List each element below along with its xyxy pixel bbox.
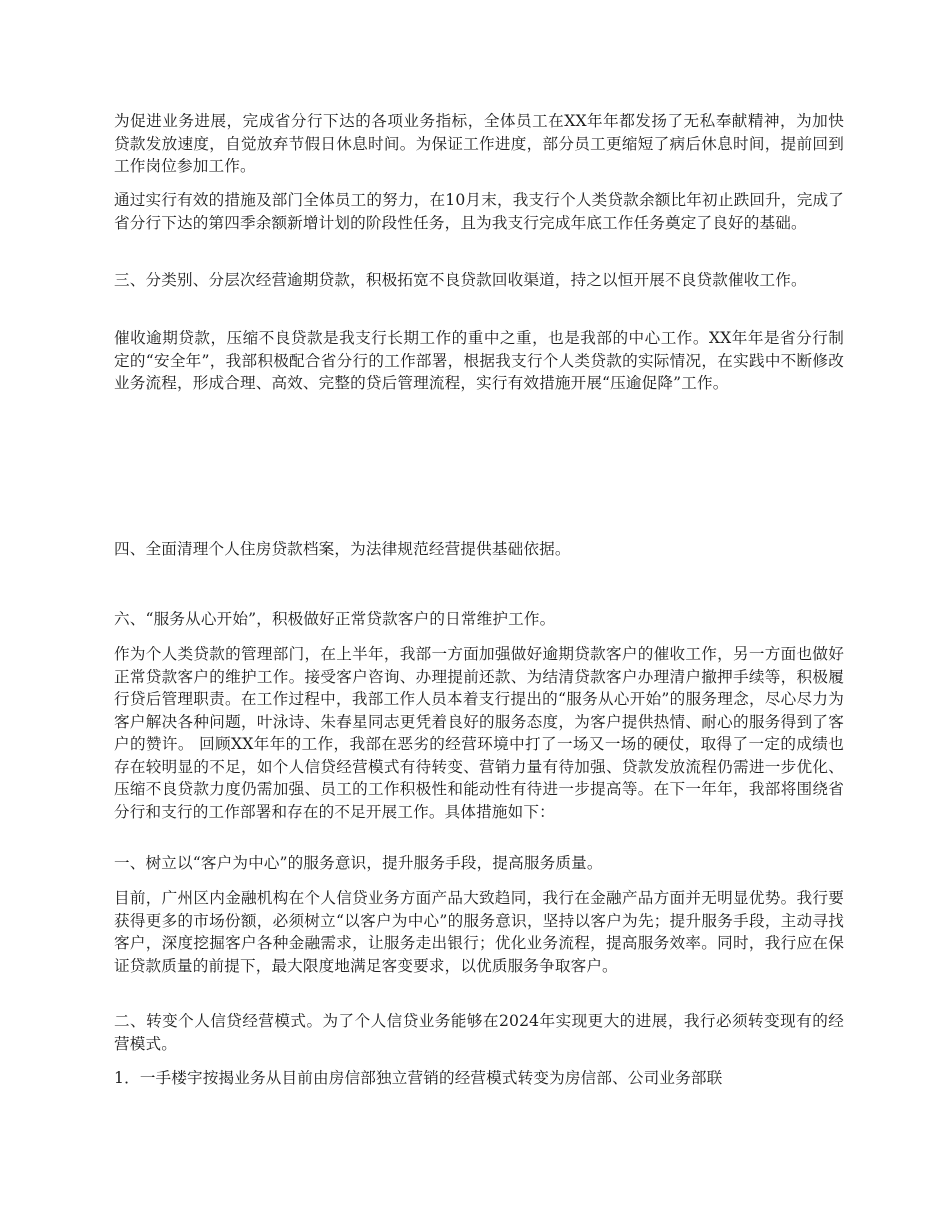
paragraph-4: 催收逾期贷款，压缩不良贷款是我支行长期工作的重中之重，也是我部的中心工作。XX年年是省分行制定的“安全年”，我部积极配合省分行的工作部署，根据我支行个人类贷款的实际情况，在实践中不断修改业务流程，形成合理、高效、完整的贷后管理流程，实行有效措施开展“压逾促降”工作。 [114, 329, 844, 392]
list-item-1: 1．一手楼宇按揭业务从目前由房信部独立营销的经营模式转变为房信部、公司业务部联 [114, 1069, 723, 1087]
measure-heading-2: 二、转变个人信贷经营模式。为了个人信贷业务能够在2024年实现更大的进展，我行必须转变现有的经营模式。 [114, 1012, 844, 1053]
paragraph-2: 通过实行有效的措施及部门全体员工的努力，在10月末，我支行个人类贷款余额比年初止跌回升，完成了省分行下达的第四季余额新增计划的阶段性任务，且为我支行完成年底工作任务奠定了良好的基础。 [114, 191, 844, 232]
paragraph-7: 作为个人类贷款的管理部门，在上半年，我部一方面加强做好逾期贷款客户的催收工作，另一方面也做好正常贷款客户的维护工作。接受客户咨询、办理提前还款、为结清贷款客户办理清户撤押手续等，积极履行贷后管理职责。在工作过程中，我部工作人员本着支行提出的“服务从心开始”的服务理念，尽心尽力为客户解决各种问题，叶泳诗、朱春星同志更凭着良好的服务态度，为客户提供热情、耐心的服务得到了客户的赞许。 回顾XX年年的工作，我部在恶劣的经营环境中打了一场又一场的硬仗，取得了一定的成绩也存在较明显的不足，如个人信贷经营模式有待转变、营销力量有待加强、贷款发放流程仍需进一步优化、压缩不良贷款力度仍需加强、员工的工作积极性和能动性有待进一步提高等。在下一年年，我部将围绕省分行和支行的工作部署和存在的不足开展工作。具体措施如下： [114, 645, 844, 821]
section-heading-6: 六、“服务从心开始”，积极做好正常贷款客户的日常维护工作。 [114, 610, 556, 628]
paragraph-1: 为促进业务进展，完成省分行下达的各项业务指标，全体员工在XX年年都发扬了无私奉献精神，为加快贷款发放速度，自觉放弃节假日休息时间。为保证工作进度，部分员工更缩短了病后休息时间，提前回到工作岗位参加工作。 [114, 112, 844, 175]
section-heading-4: 四、全面清理个人住房贷款档案，为法律规范经营提供基础依据。 [114, 540, 571, 558]
measure-heading-1: 一、树立以“客户为中心”的服务意识，提升服务手段，提高服务质量。 [114, 854, 603, 872]
paragraph-9: 目前，广州区内金融机构在个人信贷业务方面产品大致趋同，我行在金融产品方面并无明显优势。我行要获得更多的市场份额，必须树立“以客户为中心”的服务意识，坚持以客户为先；提升服务手段，主动寻找客户，深度挖掘客户各种金融需求，让服务走出银行；优化业务流程，提高服务效率。同时，我行应在保证贷款质量的前提下，最大限度地满足客变要求，以优质服务争取客户。 [114, 889, 844, 975]
section-heading-3: 三、分类别、分层次经营逾期贷款，积极拓宽不良贷款回收渠道，持之以恒开展不良贷款催收工作。 [114, 271, 807, 289]
